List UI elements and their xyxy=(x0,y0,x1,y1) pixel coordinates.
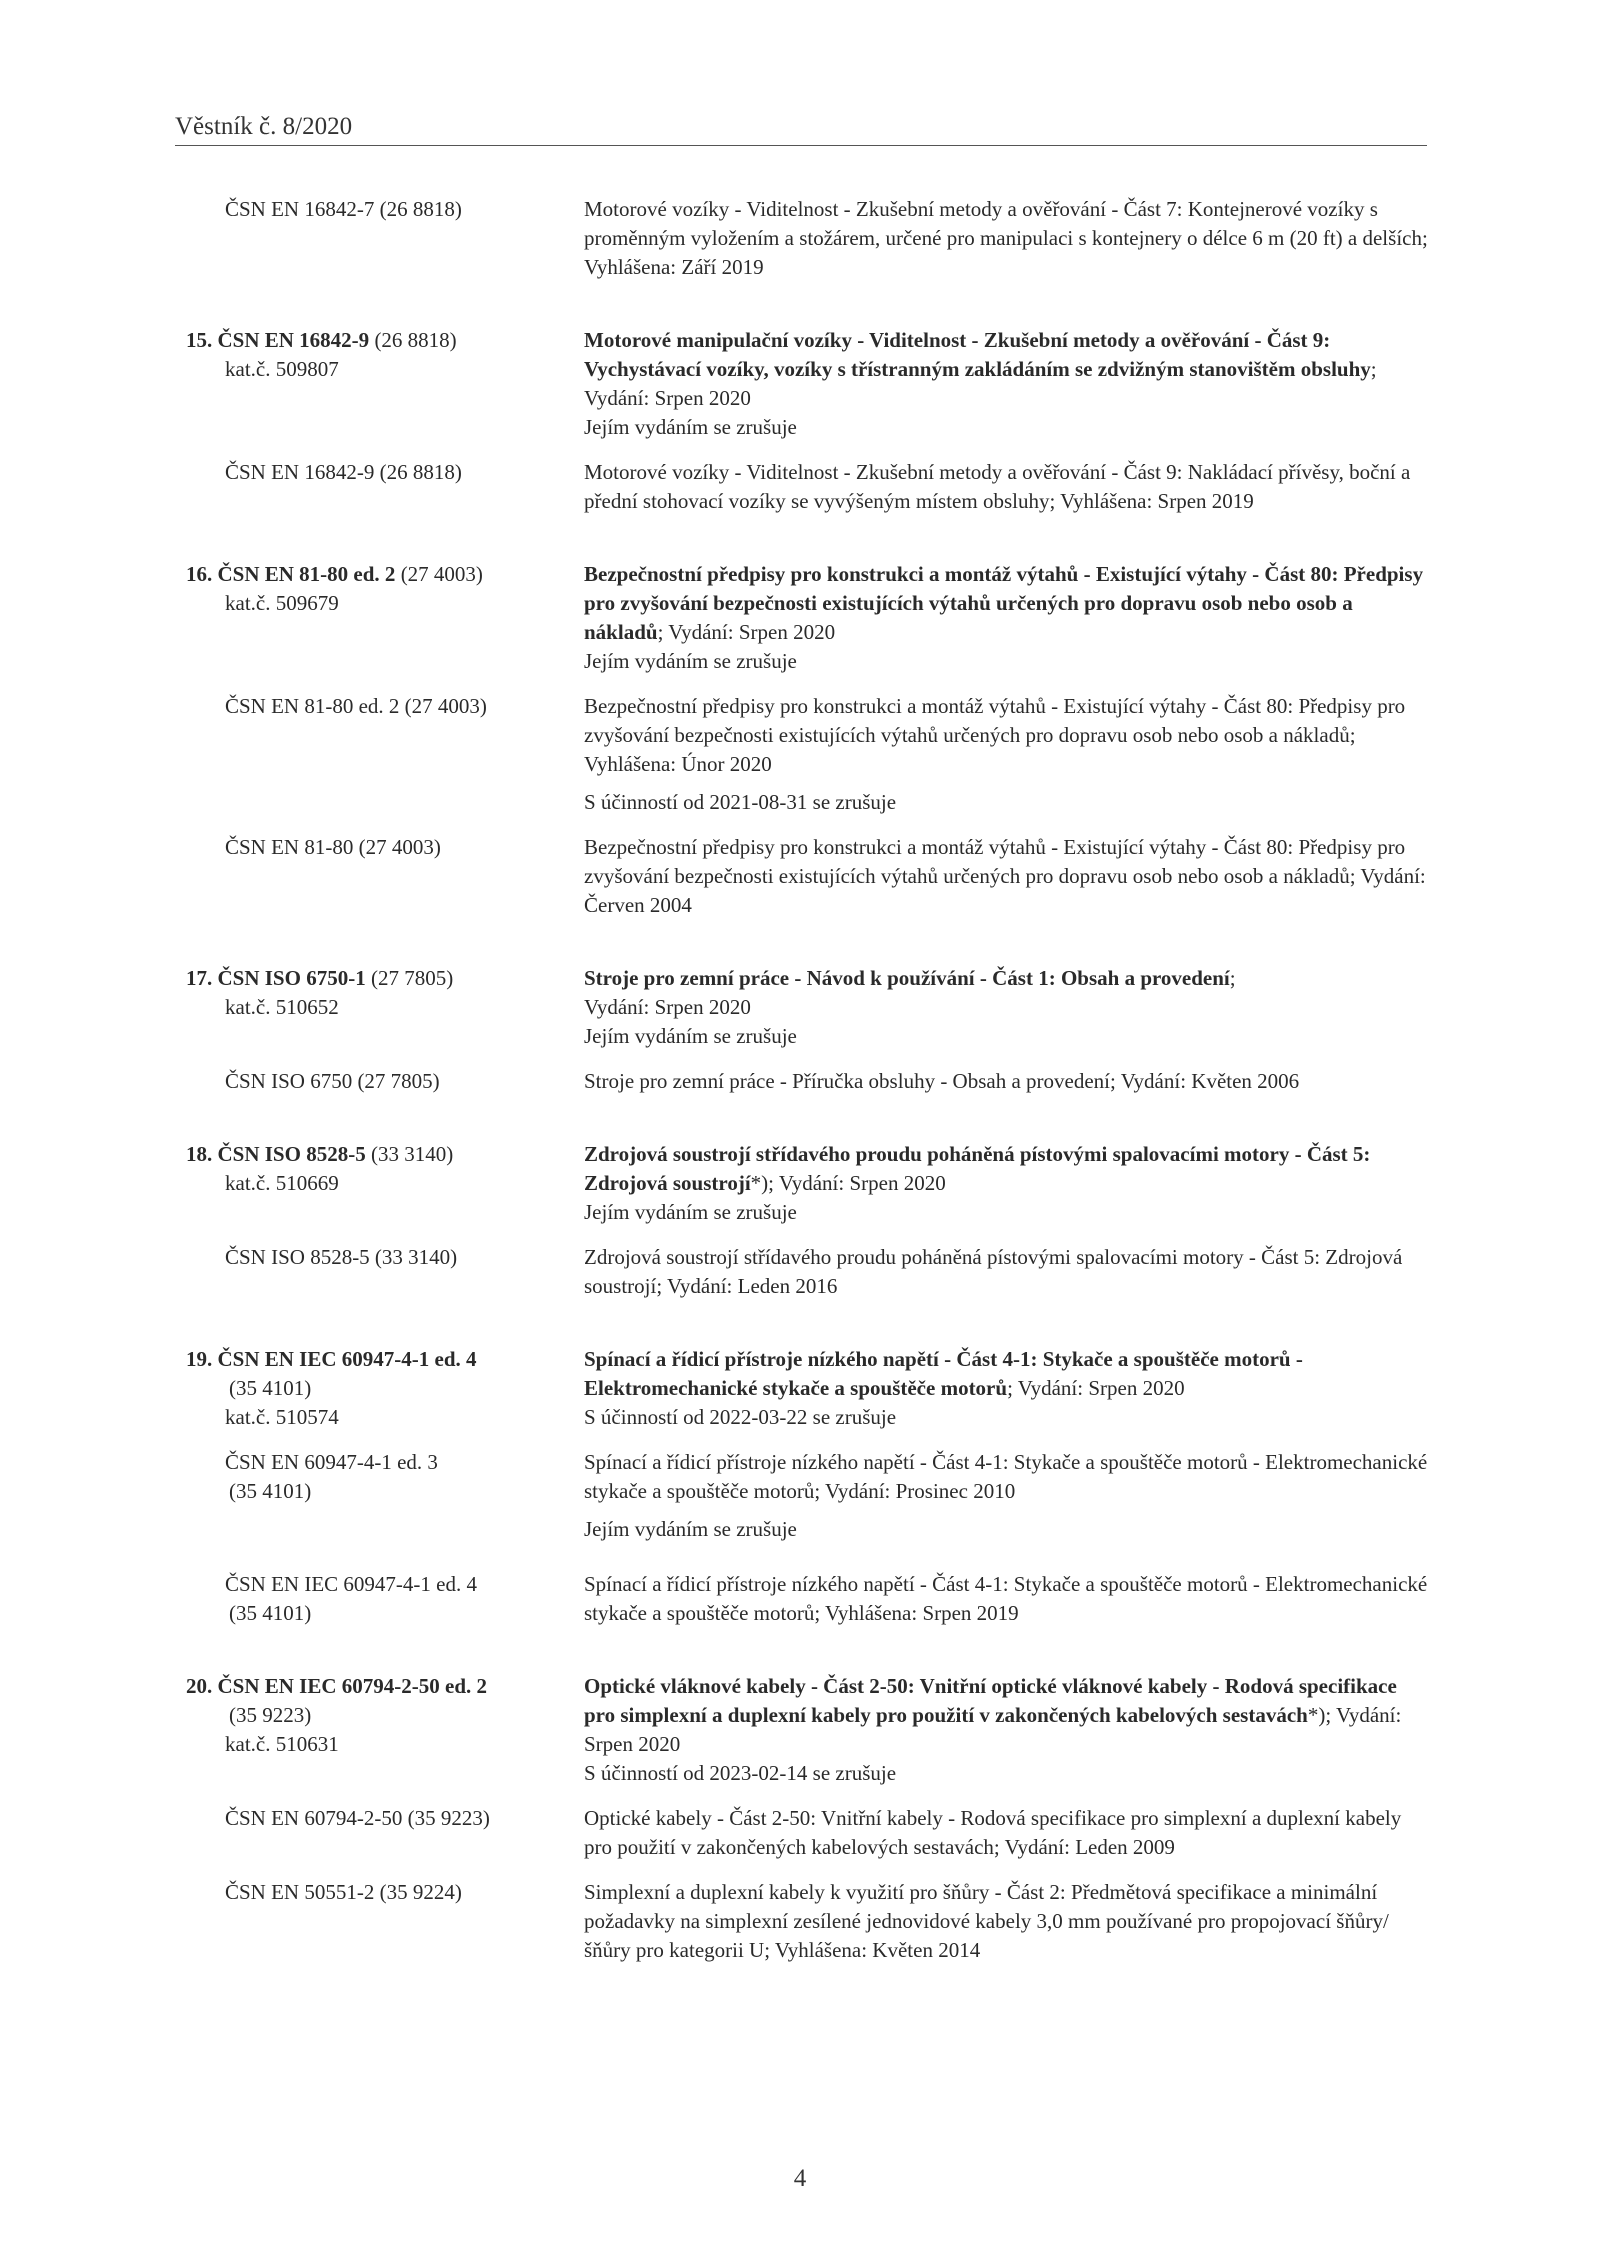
replaced-standard-text: Bezpečnostní předpisy pro konstrukci a montáž výtahů - Existující výtahy - Část 80: Předpisy pro zvyšování bezpečnosti existujících výtahů určených pro dopravu osob nebo osob a nákladů; Vydání: Červen 2004 xyxy=(584,835,1426,917)
replaced-standard-text: Stroje pro zemní práce - Příručka obsluhy - Obsah a provedení; Vydání: Květen 2006 xyxy=(584,1069,1300,1093)
replaced-standard-text: Spínací a řídicí přístroje nízkého napětí - Část 4-1: Stykače a spouštěče motorů - Elektromechanické stykače a spouštěče motorů; Vydání: Prosinec 2010 Jejím vydáním se zrušuje xyxy=(584,1448,1429,1544)
replaced-standard-code: ČSN ISO 6750 (27 7805) xyxy=(225,1069,440,1093)
standard-entry-18 xyxy=(0,1140,1600,1301)
replaced-standard-text: Motorové vozíky - Viditelnost - Zkušební metody a ověřování - Část 9: Nakládací přívěsy, boční a přední stohovací vozíky se vyvýšeným místem obsluhy; Vyhlášena: Srpen 2019 xyxy=(584,460,1411,513)
replaced-standard-text: Zdrojová soustrojí střídavého proudu poháněná pístovými spalovacími motory - Část 5: Zdrojová soustrojí; Vydání: Leden 2016 xyxy=(584,1245,1403,1298)
replaced-standard-text: Spínací a řídicí přístroje nízkého napětí - Část 4-1: Stykače a spouštěče motorů - Elektromechanické stykače a spouštěče motorů; Vyhlášena: Srpen 2019 xyxy=(584,1572,1428,1625)
standard-title: Spínací a řídicí přístroje nízkého napětí - Část 4-1: Stykače a spouštěče motorů - Elektromechanické stykače a spouštěče motorů xyxy=(584,1347,1303,1400)
standard-note: Jejím vydáním se zrušuje xyxy=(584,1024,797,1048)
standard-entry-16 xyxy=(0,560,1600,920)
standard-title: Motorové manipulační vozíky - Viditelnost - Zkušební metody a ověřování - Část 9: Vychystávací vozíky, vozíky s třístranným zakládáním se zdvižným stanovištěm obsluhy xyxy=(584,328,1371,381)
standard-entry-15 xyxy=(0,326,1600,516)
new-standard-text: Bezpečnostní předpisy pro konstrukci a montáž výtahů - Existující výtahy - Část 80: Předpisy pro zvyšování bezpečnosti existujících výtahů určených pro dopravu osob nebo osob a nákladů; Vydání: Srpen 2020 Jejím vydáním se zrušuje xyxy=(584,560,1429,676)
new-standard-code: 16. ČSN EN 81-80 ed. 2 (27 4003) kat.č. 509679 xyxy=(186,562,483,615)
replaced-standard-row xyxy=(0,1448,1600,1544)
replaced-standard-row xyxy=(0,833,1600,920)
new-standard-row xyxy=(0,964,1600,1051)
replaced-standard-text: Motorové vozíky - Viditelnost - Zkušební metody a ověřování - Část 7: Kontejnerové vozíky s proměnným vyložením a stožárem, určené pro manipulaci s kontejnery o délce 6 m (20 ft) a delších; Vyhlášena: Září 2019 xyxy=(584,197,1428,279)
new-standard-text: Zdrojová soustrojí střídavého proudu poháněná pístovými spalovacími motory - Část 5: Zdrojová soustrojí*); Vydání: Srpen 2020 Jejím vydáním se zrušuje xyxy=(584,1140,1429,1227)
new-standard-row xyxy=(0,1672,1600,1788)
new-standard-text: Spínací a řídicí přístroje nízkého napětí - Část 4-1: Stykače a spouštěče motorů - Elektromechanické stykače a spouštěče motorů; Vydání: Srpen 2020 S účinností od 2022-03-22 se zrušuje xyxy=(584,1345,1429,1432)
standard-entry-19 xyxy=(0,1345,1600,1628)
standard-entry-17 xyxy=(0,964,1600,1096)
standard-note: Jejím vydáním se zrušuje xyxy=(584,415,797,439)
replaced-standard-row xyxy=(0,1243,1600,1301)
header-divider xyxy=(175,145,1427,146)
replaced-standard-code: ČSN EN 81-80 (27 4003) xyxy=(225,835,441,859)
replaced-standard-code: ČSN EN 50551-2 (35 9224) xyxy=(225,1880,462,1904)
standard-note: Jejím vydáním se zrušuje xyxy=(584,649,797,673)
new-standard-row xyxy=(0,326,1600,442)
replaced-standard-code: ČSN EN 16842-9 (26 8818) xyxy=(225,460,462,484)
standard-title: Stroje pro zemní práce - Návod k používání - Část 1: Obsah a provedení xyxy=(584,966,1230,990)
replaced-standard-row xyxy=(0,692,1600,817)
new-standard-row xyxy=(0,1345,1600,1432)
standard-title: Zdrojová soustrojí střídavého proudu poháněná pístovými spalovacími motory - Část 5: Zdrojová soustrojí xyxy=(584,1142,1371,1195)
standard-entry-continuation xyxy=(0,195,1600,282)
replaced-standard-row xyxy=(0,1067,1600,1096)
standard-note: Jejím vydáním se zrušuje xyxy=(584,1517,797,1541)
new-standard-code: 19. ČSN EN IEC 60947-4-1 ed. 4 (35 4101) kat.č. 510574 xyxy=(186,1347,477,1429)
replaced-standard-code: ČSN EN 16842-7 (26 8818) xyxy=(225,197,462,221)
new-standard-code: 20. ČSN EN IEC 60794-2-50 ed. 2 (35 9223) kat.č. 510631 xyxy=(186,1674,488,1756)
replaced-standard-row xyxy=(0,1804,1600,1862)
standard-note: S účinností od 2021-08-31 se zrušuje xyxy=(584,790,897,814)
new-standard-text: Optické vláknové kabely - Část 2-50: Vnitřní optické vláknové kabely - Rodová specifikace pro simplexní a duplexní kabely pro použití v zakončených kabelových sestavách*); Vydání: Srpen 2020 S účinností od 2023-02-14 se zrušuje xyxy=(584,1672,1429,1788)
replaced-standard-code: ČSN EN 60947-4-1 ed. 3 (35 4101) xyxy=(225,1450,438,1503)
new-standard-row xyxy=(0,560,1600,676)
new-standard-text: Stroje pro zemní práce - Návod k používání - Část 1: Obsah a provedení; Vydání: Srpen 2020 Jejím vydáním se zrušuje xyxy=(584,964,1429,1051)
replaced-standard-code: ČSN EN IEC 60947-4-1 ed. 4 (35 4101) xyxy=(225,1572,477,1625)
standards-list xyxy=(0,195,1600,2009)
new-standard-text: Motorové manipulační vozíky - Viditelnost - Zkušební metody a ověřování - Část 9: Vychystávací vozíky, vozíky s třístranným zakládáním se zdvižným stanovištěm obsluhy; Vydání: Srpen 2020 Jejím vydáním se zrušuje xyxy=(584,326,1429,442)
replaced-standard-row xyxy=(0,1878,1600,1965)
standard-title: Bezpečnostní předpisy pro konstrukci a montáž výtahů - Existující výtahy - Část 80: Předpisy pro zvyšování bezpečnosti existujících výtahů určených pro dopravu osob nebo osob a nákladů xyxy=(584,562,1424,644)
replaced-standard-row xyxy=(0,195,1600,282)
replaced-standard-code: ČSN EN 60794-2-50 (35 9223) xyxy=(225,1806,490,1830)
standard-note: S účinností od 2022-03-22 se zrušuje xyxy=(584,1405,897,1429)
replaced-standard-code: ČSN EN 81-80 ed. 2 (27 4003) xyxy=(225,694,487,718)
page-number: 4 xyxy=(793,2165,807,2192)
standard-entry-20 xyxy=(0,1672,1600,1965)
replaced-standard-code: ČSN ISO 8528-5 (33 3140) xyxy=(225,1245,458,1269)
new-standard-code: 15. ČSN EN 16842-9 (26 8818) kat.č. 509807 xyxy=(186,328,457,381)
replaced-standard-text: Optické kabely - Část 2-50: Vnitřní kabely - Rodová specifikace pro simplexní a duplexní kabely pro použití v zakončených kabelových sestavách; Vydání: Leden 2009 xyxy=(584,1806,1402,1859)
standard-title: Optické vláknové kabely - Část 2-50: Vnitřní optické vláknové kabely - Rodová specifikace pro simplexní a duplexní kabely pro použití v zakončených kabelových sestavách xyxy=(584,1674,1397,1727)
new-standard-code: 17. ČSN ISO 6750-1 (27 7805) kat.č. 510652 xyxy=(186,966,454,1019)
replaced-standard-text: Simplexní a duplexní kabely k využití pro šňůry - Část 2: Předmětová specifikace a minimální požadavky na simplexní zesílené jednovidové kabely 3,0 mm používané pro propojovací šňůry/šňůry pro kategorii U; Vyhlášena: Květen 2014 xyxy=(584,1880,1389,1962)
new-standard-code: 18. ČSN ISO 8528-5 (33 3140) kat.č. 510669 xyxy=(186,1142,454,1195)
page-header-title: Věstník č. 8/2020 xyxy=(175,113,353,140)
standard-note: S účinností od 2023-02-14 se zrušuje xyxy=(584,1761,897,1785)
standard-note: Jejím vydáním se zrušuje xyxy=(584,1200,797,1224)
replaced-standard-text: Bezpečnostní předpisy pro konstrukci a montáž výtahů - Existující výtahy - Část 80: Předpisy pro zvyšování bezpečnosti existujících výtahů určených pro dopravu osob nebo osob a nákladů; Vyhlášena: Únor 2020 S účinností od 2021-08-31 se zrušuje xyxy=(584,692,1429,817)
replaced-standard-row xyxy=(0,458,1600,516)
replaced-standard-row xyxy=(0,1570,1600,1628)
new-standard-row xyxy=(0,1140,1600,1227)
